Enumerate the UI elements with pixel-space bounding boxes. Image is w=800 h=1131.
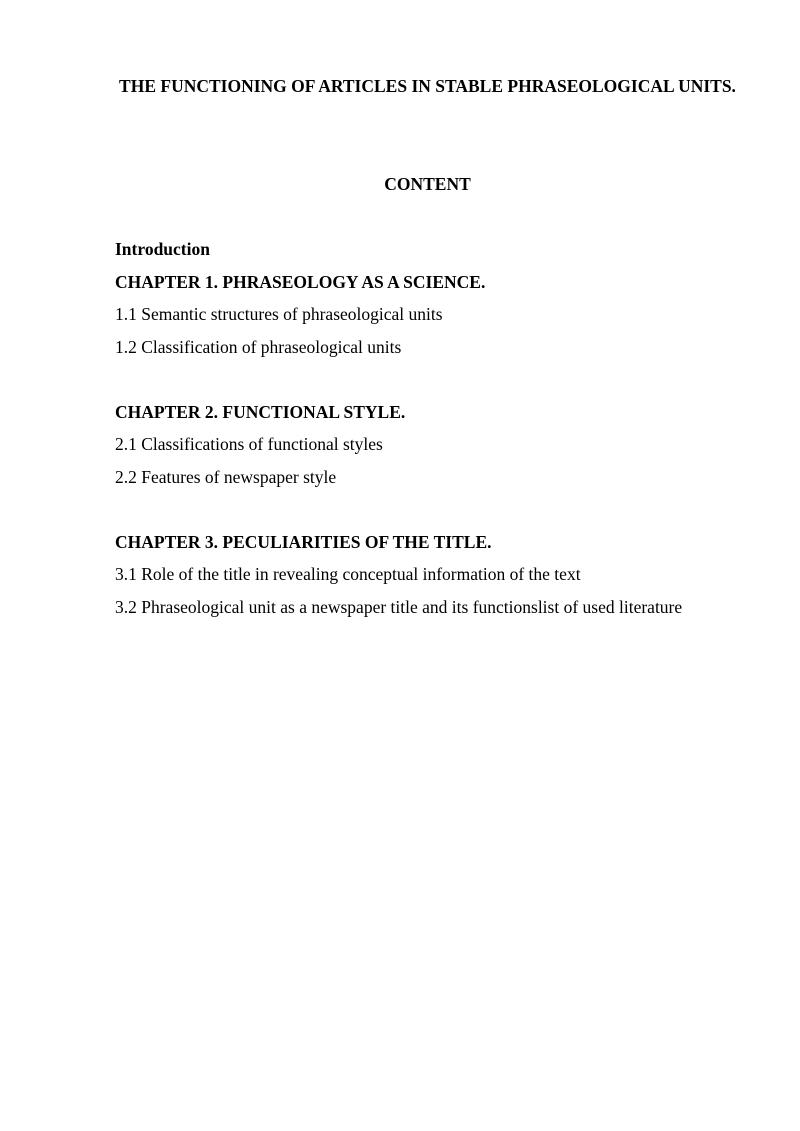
toc-item: 1.2 Classification of phraseological units xyxy=(115,336,402,357)
toc-spacer xyxy=(115,363,755,396)
document-title: THE FUNCTIONING OF ARTICLES IN STABLE PHRASEOLOGICAL UNITS. xyxy=(119,76,736,96)
toc-spacer xyxy=(115,493,755,526)
toc-item: 2.1 Classifications of functional styles xyxy=(115,434,383,454)
content-heading: CONTENT xyxy=(384,174,471,194)
toc-item: 3.1 Role of the title in revealing conceptual information of the text xyxy=(115,564,581,584)
toc-chapter-2-heading: CHAPTER 2. FUNCTIONAL STYLE. xyxy=(115,401,406,422)
toc-chapter-3-heading: CHAPTER 3. PECULIARITIES OF THE TITLE. xyxy=(115,531,492,552)
toc-item: 3.2 Phraseological unit as a newspaper title and its functionslist of used literature xyxy=(115,596,683,617)
toc-item: 1.1 Semantic structures of phraseological units xyxy=(115,304,443,324)
toc-item: 2.2 Features of newspaper style xyxy=(115,466,337,487)
table-of-contents xyxy=(115,233,755,623)
toc-chapter-1-heading: CHAPTER 1. PHRASEOLOGY AS A SCIENCE. xyxy=(115,271,486,292)
toc-introduction: Introduction xyxy=(115,239,210,259)
